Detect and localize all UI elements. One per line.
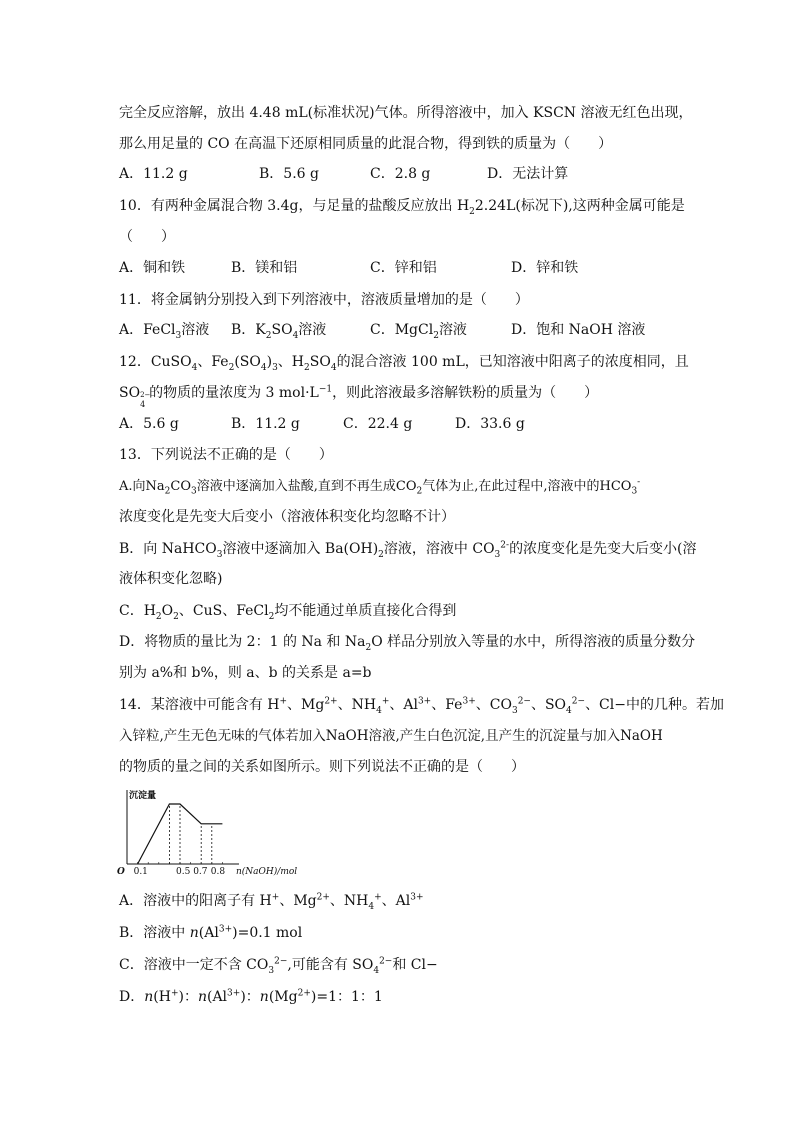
q11-stem: 11．将金属钠分别投入到下列溶液中，溶液质量增加的是（ ） bbox=[119, 292, 529, 308]
chart-tick-label: 0.5 bbox=[176, 867, 191, 877]
q11-option-c: C．MgCl$_2$溶液 bbox=[370, 322, 467, 341]
q13-option-a-line1: A.向$Na_2CO_3$溶液中逐滴加入盐酸,直到不再生成$CO_2$气体为止,在此过程中,溶液中的$HCO_3^-$ bbox=[119, 477, 641, 497]
q14-option-a: A．溶液中的阳离子有 H+、$Mg^{2+}$、$NH_4^+$、$Al^{3+}$ bbox=[119, 892, 424, 912]
q13-option-d-line1: D．将物质的量比为 2：1 的 Na 和 $Na_2O$ 样品分别放入等量的水中，所得溶液的质量分数分 bbox=[119, 634, 696, 653]
q9-option-d: D．无法计算 bbox=[487, 166, 569, 182]
q12-option-c: C．22.4 g bbox=[343, 416, 413, 432]
q14-line1: 14．某溶液中可能含有 H+、$Mg^{2+}$、$NH_4^+$、$Al^{3+}$、$Fe^{3+}$、$CO_3^{2-}$、$SO_4^{2-}$、Cl−中的几种。若加 bbox=[119, 696, 724, 716]
q14-option-c: C．溶液中一定不含 $CO_3^{2-}$,可能含有 $SO_4^{2-}$和 Cl− bbox=[119, 956, 438, 976]
q10-line2: （ ） bbox=[119, 229, 175, 245]
q11-option-a: A．FeCl$_3$溶液 bbox=[119, 322, 210, 341]
q13-option-c: C．$H_2O_2$、CuS、FeCl$_2$均不能通过单质直接化合得到 bbox=[119, 603, 457, 622]
q13-option-a-line2: 浓度变化是先变大后变小（溶液体积变化均忽略不计） bbox=[119, 509, 455, 525]
chart-y-label: 沉淀量 bbox=[129, 791, 157, 801]
q14-option-d: D．n(H+)：$n(Al^{3+})$：$n(Mg^{2+})=1$：1：1 bbox=[119, 988, 383, 1005]
q10-option-a: A．铜和铁 bbox=[119, 260, 186, 276]
q10-line1: 10．有两种金属混合物 3.4g，与足量的盐酸反应放出 $H_22.24L$(标况下),这两种金属可能是 bbox=[119, 198, 685, 217]
chart-tick-label: 0.1 bbox=[133, 867, 148, 877]
q14-line3: 的物质的量之间的关系如图所示。则下列说法不正确的是（ ） bbox=[119, 759, 525, 775]
chart-origin-label: O bbox=[117, 867, 125, 877]
q10-option-c: C．锌和铝 bbox=[370, 260, 437, 276]
q9-option-c: C．2.8 g bbox=[370, 166, 431, 182]
q12-line2: SO 2− 4 的物质的量浓度为 3 $mol\cdot L^{-1}$，则此溶液最多溶解铁粉的质量为（ ） bbox=[119, 384, 599, 409]
q9-line2: 那么用足量的 CO 在高温下还原相同质量的此混合物，得到铁的质量为（ ） bbox=[119, 136, 613, 152]
q14-option-b: B．溶液中 $n(Al^{3+})=0.1$ mol bbox=[119, 924, 303, 941]
q12-option-a: A．5.6 g bbox=[119, 416, 179, 432]
q13-option-d-line2: 别为 a%和 b%，则 a、b 的关系是 a=b bbox=[119, 665, 372, 681]
q10-option-d: D．锌和铁 bbox=[511, 260, 579, 276]
chart-x-label: n(NaOH)/mol bbox=[236, 867, 298, 877]
q12-line1: 12．CuSO$_4$、$Fe_2(SO_4)_3$、$H_2SO_4$的混合溶液 100 mL，已知溶液中阳离子的浓度相同，且 bbox=[119, 354, 689, 373]
q12-option-b: B．11.2 g bbox=[231, 416, 300, 432]
q13-option-b-line2: 液体积变化忽略) bbox=[119, 571, 223, 587]
q13-stem: 13．下列说法不正确的是（ ） bbox=[119, 447, 333, 463]
q12-option-d: D．33.6 g bbox=[455, 416, 525, 432]
q11-option-b: B．$K_2SO_4$溶液 bbox=[231, 322, 327, 341]
chart-tick-label: 0.7 bbox=[193, 867, 208, 877]
q9-line1: 完全反应溶解，放出 4.48 mL(标准状况)气体。所得溶液中，加入 KSCN 溶液无红色出现， bbox=[119, 105, 693, 121]
precipitate-chart bbox=[113, 784, 313, 884]
q10-option-b: B．镁和铝 bbox=[231, 260, 298, 276]
q13-option-b-line1: B．向 NaHCO$_3$溶液中逐滴加入 $Ba(OH)_2$溶液，溶液中 $CO_3^{2-}$的浓度变化是先变大后变小(溶 bbox=[119, 540, 697, 560]
q11-option-d: D．饱和 NaOH 溶液 bbox=[511, 322, 646, 338]
q9-option-b: B．5.6 g bbox=[259, 166, 319, 182]
q14-line2: 入锌粒,产生无色无味的气体若加入NaOH溶液,产生白色沉淀,且产生的沉淀量与加入NaOH bbox=[119, 728, 663, 744]
chart-tick-label: 0.8 bbox=[210, 867, 226, 877]
q9-option-a: A．11.2 g bbox=[119, 166, 188, 182]
